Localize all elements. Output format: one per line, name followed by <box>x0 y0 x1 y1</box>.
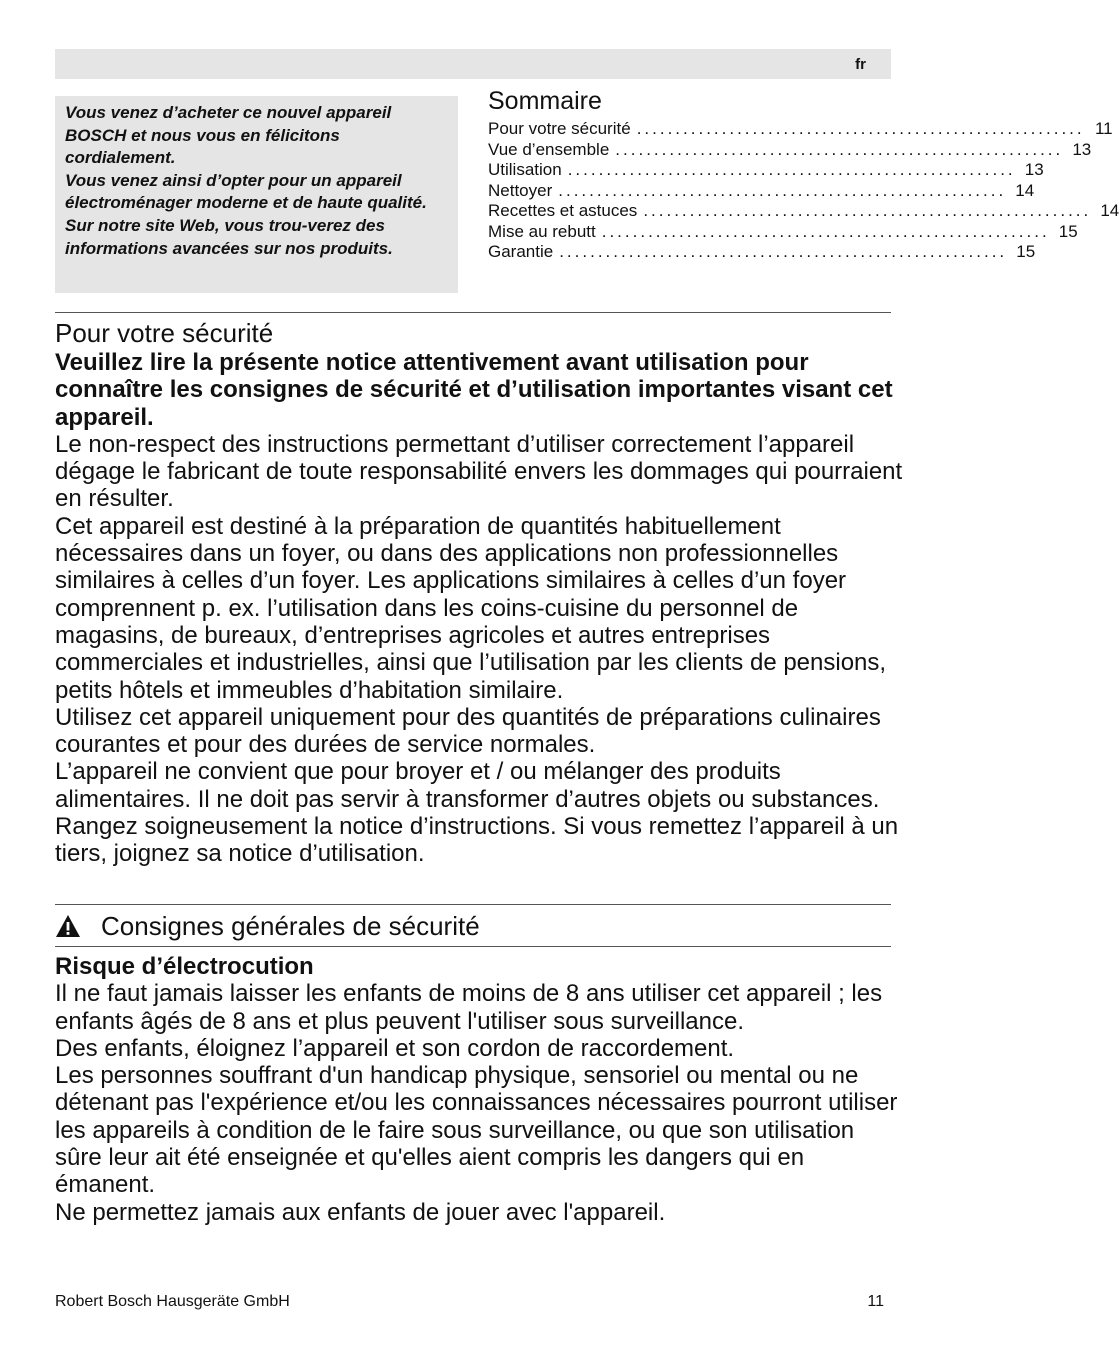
body-paragraph: Rangez soigneusement la notice d’instructions. Si vous remettez l’appareil à un tiers, joignez sa notice d’utilisation. <box>55 813 899 868</box>
toc-item-page: 14 <box>1100 201 1119 220</box>
body-paragraph: L’appareil ne convient que pour broyer et / ou mélanger des produits alimentaires. Il ne doit pas servir à transformer d’autres objets ou substances. <box>55 758 880 813</box>
safety-body <box>55 349 905 868</box>
footer-company: Robert Bosch Hausgeräte GmbH <box>55 1293 290 1310</box>
toc-item-label: Recettes et astuces <box>488 201 638 220</box>
toc-item[interactable] <box>488 242 1036 263</box>
body-paragraph: Des enfants, éloignez l’appareil et son cordon de raccordement. <box>55 1034 735 1062</box>
body-paragraph: Les personnes souffrant d'un handicap physique, sensoriel ou mental ou ne détenant pas l'expérience et/ou les connaissances nécessaires pourront utiliser les appareils à condition de le faire sous surveillance, ou que son utilisation sûre leur ait été enseignée et qu'elles aient compris les dangers qui en émanent. <box>55 1062 898 1199</box>
intro-paragraph: Vous venez ainsi d’opter pour un appareil électroménager moderne et de haute qualité. Sur notre site Web, vous trou-verez des informations avancées sur nos produits. <box>65 170 427 258</box>
toc-item[interactable] <box>488 180 1035 202</box>
toc-item-label: Vue d’ensemble <box>488 139 610 159</box>
toc-leader-dots: .......................................................... <box>558 180 1007 200</box>
toc-item-page: 11 <box>1094 119 1113 138</box>
toc-item-page: 14 <box>1015 180 1035 200</box>
toc-leader-dots: .......................................................... <box>643 201 1092 220</box>
toc-item-page: 15 <box>1058 221 1078 241</box>
intro-box <box>55 96 458 293</box>
intro-paragraph: Vous venez d’acheter ce nouvel appareil BOSCH et nous vous en félicitons cordialement. <box>65 103 392 168</box>
toc-item-label: Mise au rebutt <box>488 221 596 241</box>
toc-leader-dots: .......................................................... <box>615 139 1064 159</box>
toc-leader-dots: .......................................................... <box>636 119 1085 138</box>
header-bar <box>55 49 891 79</box>
warning-triangle-icon <box>55 914 81 938</box>
toc-leader-dots: .......................................................... <box>601 221 1050 241</box>
body-paragraph: Ne permettez jamais aux enfants de jouer avec l'appareil. <box>55 1198 666 1226</box>
body-paragraph: Utilisez cet appareil uniquement pour des quantités de préparations culinaires courantes et pour des durées de service normales. <box>55 703 881 759</box>
section-divider <box>55 904 891 905</box>
toc-item-label: Garantie <box>488 242 554 261</box>
subsection-title-text: Consignes générales de sécurité <box>101 911 480 941</box>
body-paragraph: Cet appareil est destiné à la préparation de quantités habituellement nécessaires dans un foyer, ou dans des applications non professionnelles similaires à celles d’un foyer. Les applications similaires à celles d’un foyer comprennent p. ex. l’utilisation dans les coins-cuisine du personnel de magasins, de bureaux, d’entreprises agricoles et autres entreprises commerciales et industrielles, ainsi que l’utilisation par les clients de pensions, petits hôtels et immeubles d’habitation similaire. <box>55 512 887 704</box>
toc-item-label: Nettoyer <box>488 180 553 200</box>
general-safety-body <box>55 953 905 1226</box>
toc-item[interactable] <box>488 221 1078 243</box>
toc-item[interactable] <box>488 160 1044 181</box>
toc-item[interactable] <box>488 139 1092 161</box>
lead-paragraph: Veuillez lire la présente notice attentivement avant utilisation pour connaître les consignes de sécurité et d’utilisation importantes visant cet appareil. <box>55 349 893 431</box>
footer-page-number: 11 <box>867 1293 884 1310</box>
subsection-title <box>55 910 480 942</box>
toc-leader-dots: .......................................................... <box>567 160 1016 179</box>
language-code: fr <box>855 56 866 73</box>
body-paragraph: Il ne faut jamais laisser les enfants de moins de 8 ans utiliser cet appareil ; les enfants âgés de 8 ans et plus peuvent l'utiliser sous surveillance. <box>55 980 883 1035</box>
toc-leader-dots: .......................................................... <box>559 242 1008 261</box>
table-of-contents <box>488 86 1119 263</box>
section-title: Pour votre sécurité <box>55 318 274 348</box>
toc-title: Sommaire <box>488 87 602 115</box>
toc-item-page: 13 <box>1024 160 1044 179</box>
toc-item-page: 15 <box>1016 242 1036 261</box>
toc-item[interactable] <box>488 201 1119 222</box>
toc-item-page: 13 <box>1072 139 1092 159</box>
toc-item[interactable] <box>488 119 1113 140</box>
toc-item-label: Utilisation <box>488 160 562 179</box>
section-divider <box>55 312 891 313</box>
toc-item-label: Pour votre sécurité <box>488 119 631 138</box>
body-paragraph: Le non-respect des instructions permettant d’utiliser correctement l’appareil dégage le fabricant de toute responsabilité envers les dommages qui pourraient en résulter. <box>55 430 903 513</box>
section-divider <box>55 946 891 947</box>
risk-heading: Risque d’électrocution <box>55 953 314 980</box>
